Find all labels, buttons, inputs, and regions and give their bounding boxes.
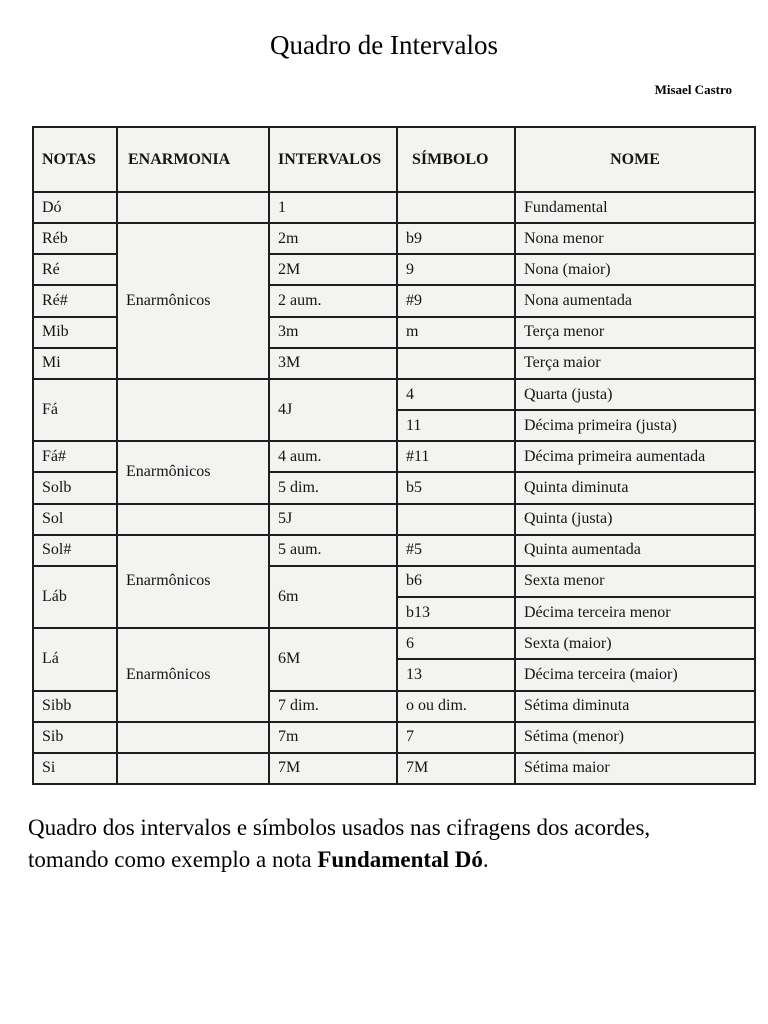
- name-cell: Sétima diminuta: [515, 691, 755, 722]
- enarmonia-cell: [117, 722, 269, 753]
- interval-cell: 4 aum.: [269, 441, 397, 472]
- note-cell: Láb: [33, 566, 117, 628]
- note-cell: Lá: [33, 628, 117, 690]
- table-row: [33, 441, 755, 472]
- symbol-cell: 7: [397, 722, 515, 753]
- name-cell: Quinta aumentada: [515, 535, 755, 566]
- caption-line-1: Quadro dos intervalos e símbolos usados nas cifragens dos acordes,: [28, 815, 651, 840]
- caption: [28, 812, 758, 876]
- enarmonia-cell: [117, 753, 269, 784]
- caption-highlight: Fundamental Dó: [317, 847, 483, 872]
- name-cell: Sexta (maior): [515, 628, 755, 659]
- symbol-cell: 9: [397, 254, 515, 285]
- author-name: Misael Castro: [654, 82, 732, 97]
- note-cell: Sibb: [33, 691, 117, 722]
- name-cell: Décima terceira menor: [515, 597, 755, 628]
- interval-cell: 6M: [269, 628, 397, 690]
- symbol-cell: [397, 504, 515, 535]
- table-row: [33, 535, 755, 566]
- name-cell: Décima terceira (maior): [515, 659, 755, 690]
- interval-cell: 2M: [269, 254, 397, 285]
- interval-cell: 7 dim.: [269, 691, 397, 722]
- name-cell: Nona menor: [515, 223, 755, 254]
- interval-cell: 5J: [269, 504, 397, 535]
- header-nome: NOME: [515, 127, 755, 192]
- name-cell: Fundamental: [515, 192, 755, 223]
- header-simbolo: SÍMBOLO: [397, 127, 515, 192]
- note-cell: Solb: [33, 472, 117, 503]
- interval-cell: 5 dim.: [269, 472, 397, 503]
- enarmonia-cell: Enarmônicos: [117, 223, 269, 379]
- name-cell: Nona (maior): [515, 254, 755, 285]
- name-cell: Décima primeira (justa): [515, 410, 755, 441]
- note-cell: Ré#: [33, 285, 117, 316]
- page-title: Quadro de Intervalos: [270, 30, 498, 60]
- table-row: [33, 722, 755, 753]
- symbol-cell: b5: [397, 472, 515, 503]
- caption-line-2-suffix: .: [482, 847, 489, 872]
- interval-table: [32, 126, 756, 785]
- symbol-cell: [397, 348, 515, 379]
- header-intervalos: INTERVALOS: [269, 127, 397, 192]
- enarmonia-cell: Enarmônicos: [117, 441, 269, 503]
- name-cell: Terça menor: [515, 317, 755, 348]
- name-cell: Sétima (menor): [515, 722, 755, 753]
- enarmonia-cell: [117, 192, 269, 223]
- interval-cell: 1: [269, 192, 397, 223]
- interval-cell: 7M: [269, 753, 397, 784]
- note-cell: Ré: [33, 254, 117, 285]
- interval-cell: 6m: [269, 566, 397, 628]
- interval-cell: 2m: [269, 223, 397, 254]
- note-cell: Réb: [33, 223, 117, 254]
- symbol-cell: #5: [397, 535, 515, 566]
- note-cell: Si: [33, 753, 117, 784]
- symbol-cell: #9: [397, 285, 515, 316]
- name-cell: Quinta diminuta: [515, 472, 755, 503]
- note-cell: Mi: [33, 348, 117, 379]
- symbol-cell: #11: [397, 441, 515, 472]
- symbol-cell: 7M: [397, 753, 515, 784]
- table-header-row: [33, 127, 755, 192]
- name-cell: Sétima maior: [515, 753, 755, 784]
- symbol-cell: m: [397, 317, 515, 348]
- symbol-cell: b6: [397, 566, 515, 597]
- symbol-cell: [397, 192, 515, 223]
- note-cell: Sib: [33, 722, 117, 753]
- enarmonia-cell: [117, 504, 269, 535]
- interval-cell: 7m: [269, 722, 397, 753]
- note-cell: Sol#: [33, 535, 117, 566]
- interval-cell: 3M: [269, 348, 397, 379]
- name-cell: Sexta menor: [515, 566, 755, 597]
- caption-line-2-prefix: tomando como exemplo a nota: [28, 847, 318, 872]
- name-cell: Quinta (justa): [515, 504, 755, 535]
- name-cell: Décima primeira aumentada: [515, 441, 755, 472]
- symbol-cell: o ou dim.: [397, 691, 515, 722]
- symbol-cell: 4: [397, 379, 515, 410]
- note-cell: Sol: [33, 504, 117, 535]
- table-row: [33, 223, 755, 254]
- symbol-cell: b13: [397, 597, 515, 628]
- symbol-cell: 13: [397, 659, 515, 690]
- table-row: [33, 192, 755, 223]
- enarmonia-cell: Enarmônicos: [117, 628, 269, 721]
- header-notas: NOTAS: [33, 127, 117, 192]
- interval-cell: 2 aum.: [269, 285, 397, 316]
- note-cell: Fá: [33, 379, 117, 441]
- table-row: [33, 379, 755, 410]
- enarmonia-cell: Enarmônicos: [117, 535, 269, 628]
- interval-cell: 5 aum.: [269, 535, 397, 566]
- note-cell: Fá#: [33, 441, 117, 472]
- interval-table-scan: [32, 126, 754, 785]
- header-enarmonia: ENARMONIA: [117, 127, 269, 192]
- enarmonia-cell: [117, 379, 269, 441]
- symbol-cell: 6: [397, 628, 515, 659]
- name-cell: Nona aumentada: [515, 285, 755, 316]
- note-cell: Dó: [33, 192, 117, 223]
- symbol-cell: 11: [397, 410, 515, 441]
- interval-cell: 3m: [269, 317, 397, 348]
- table-row: [33, 504, 755, 535]
- interval-cell: 4J: [269, 379, 397, 441]
- table-row: [33, 628, 755, 659]
- name-cell: Terça maior: [515, 348, 755, 379]
- note-cell: Mib: [33, 317, 117, 348]
- table-row: [33, 753, 755, 784]
- name-cell: Quarta (justa): [515, 379, 755, 410]
- symbol-cell: b9: [397, 223, 515, 254]
